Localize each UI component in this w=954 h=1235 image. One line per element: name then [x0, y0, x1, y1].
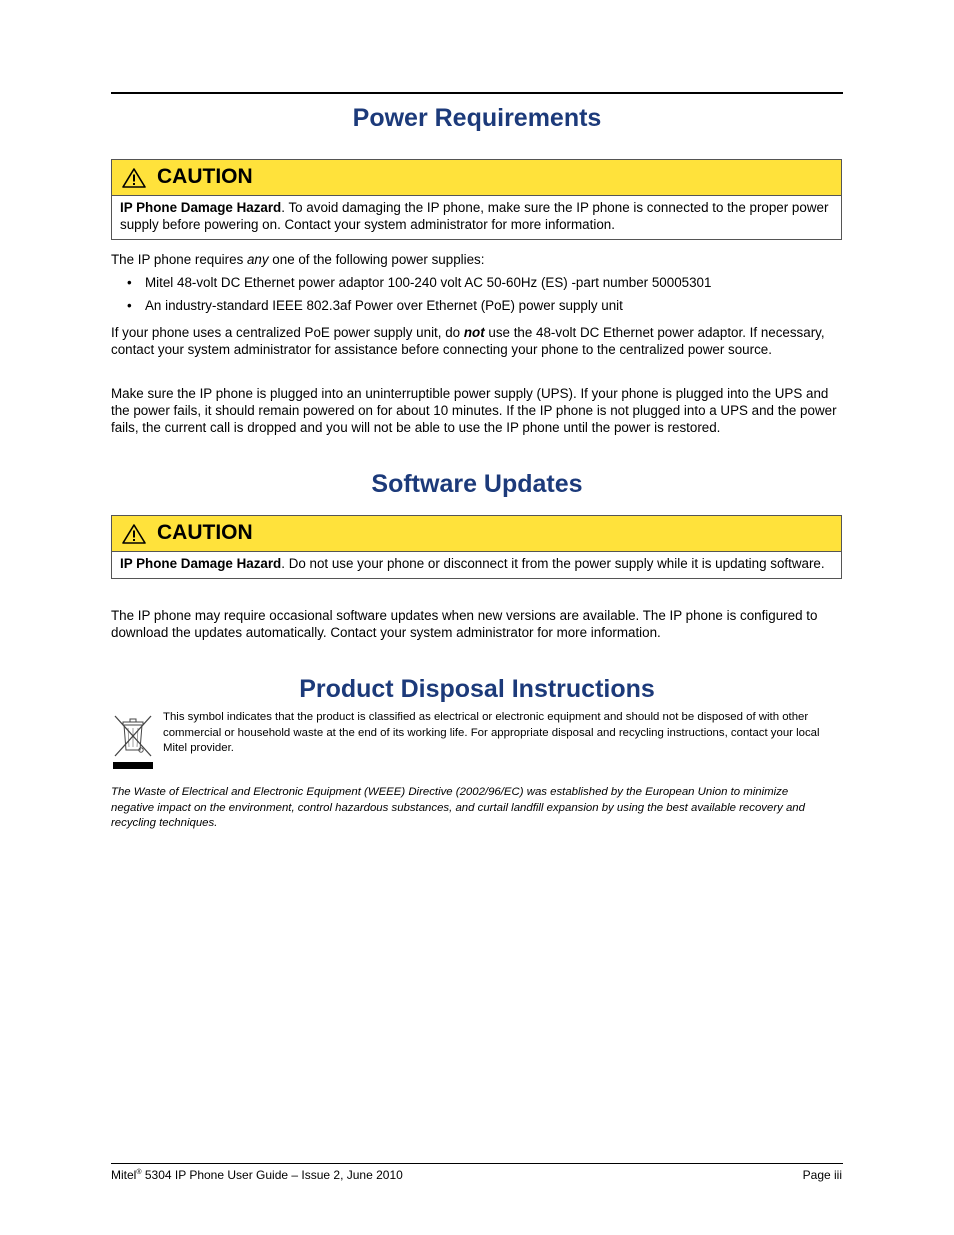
power-caution-box: [111, 159, 842, 240]
caution-bar: [112, 160, 841, 196]
software-caution-box: [111, 515, 842, 579]
header-rule: [111, 92, 843, 94]
footer-document-title: [111, 1168, 403, 1182]
intro-emphasis: any: [246, 252, 269, 267]
caution-bar: [112, 516, 841, 552]
footer-registered-mark: ®: [136, 1169, 142, 1176]
bullet-dot: •: [127, 275, 132, 290]
intro-text-end: one of the following power supplies:: [268, 252, 485, 267]
caution-hazard-title: IP Phone Damage Hazard: [120, 556, 282, 571]
page-number: Page iii: [802, 1168, 842, 1182]
caution-body: [112, 552, 841, 578]
bullet-text: Mitel 48-volt DC Ethernet power adaptor 100-240 volt AC 50-60Hz (ES) -part number 50005301: [145, 275, 712, 290]
bullet-text: An industry-standard IEEE 802.3af Power over Ethernet (PoE) power supply unit: [145, 298, 623, 313]
software-paragraph: The IP phone may require occasional software updates when new versions are available. The IP phone is configured to download the updates automatically. Contact your system administrator for more information.: [111, 608, 818, 640]
software-updates-heading: Software Updates: [371, 470, 583, 498]
footer-brand: Mitel: [111, 1168, 137, 1182]
bullet-dot: •: [127, 298, 132, 313]
caution-text: . Do not use your phone or disconnect it from the power supply while it is updating software.: [281, 556, 825, 571]
caution-text: . To avoid damaging the IP phone, make sure the IP phone is connected to the proper power supply before powering on. Contact your system administrator for more information.: [120, 200, 829, 232]
power-requirements-heading: Power Requirements: [352, 104, 602, 132]
power-intro: [111, 251, 843, 268]
ups-paragraph: Make sure the IP phone is plugged into an uninterruptible power supply (UPS). If your phone is plugged into the UPS and the power fails, it should remain powered on for about 10 minutes. If the IP phone is not plugged into a UPS and the power fails, the current call is dropped and you will not be able to use the IP phone until the power is restored.: [111, 386, 837, 435]
warning-icon: [122, 168, 146, 188]
product-disposal-heading: Product Disposal Instructions: [299, 675, 655, 703]
footer-doc-text: 5304 IP Phone User Guide – Issue 2, June 2010: [141, 1168, 403, 1182]
poe-text-end: use the 48-volt DC Ethernet power adaptor. If necessary, contact your system administrator for assistance before connecting your phone to the centralized power source.: [111, 325, 825, 357]
intro-text: The IP phone requires: [111, 252, 247, 267]
poe-paragraph: [111, 324, 843, 358]
weee-bin-icon: [111, 712, 155, 772]
caution-body: [112, 196, 841, 239]
footer-rule: [111, 1163, 843, 1164]
warning-icon: [122, 524, 146, 544]
disposal-symbol-text: This symbol indicates that the product is classified as electrical or electronic equipment and should not be disposed of with other commercial or household waste at the end of its working life. For appropriate disposal and recycling instructions, contact your local Mitel provider.: [163, 711, 820, 754]
caution-hazard-title: IP Phone Damage Hazard: [120, 200, 282, 215]
poe-emphasis: not: [463, 325, 485, 340]
weee-directive-text: The Waste of Electrical and Electronic Equipment (WEEE) Directive (2002/96/EC) was established by the European Union to minimize negative impact on the environment, control hazardous substances, and curtail landfill expansion by using the best available recovery and recycling techniques.: [111, 786, 805, 829]
poe-text: If your phone uses a centralized PoE power supply unit, do: [111, 325, 464, 340]
caution-label: CAUTION: [157, 165, 253, 188]
caution-label: CAUTION: [157, 521, 253, 544]
